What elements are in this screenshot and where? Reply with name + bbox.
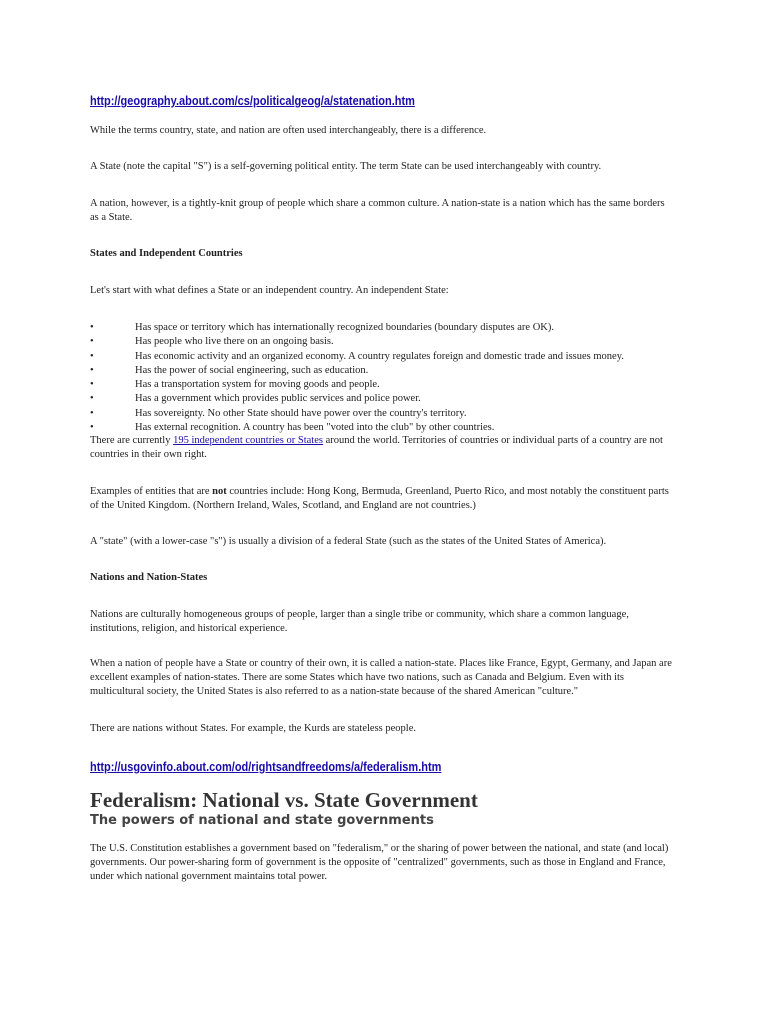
examples-text-before: Examples of entities that are [90, 486, 213, 497]
bullet-marker: • [90, 422, 94, 434]
constitution-paragraph: The U.S. Constitution establishes a government based on "federalism," or the sharing of power between the national, and state (and local) governments. Our power-sharing form of government is the opposite of "centralized" governments, such as those in England and France, under which national government maintains total power. [90, 843, 669, 882]
intro-paragraph: While the terms country, state, and nation are often used interchangeably, there is a difference. [90, 125, 487, 136]
federalism-title: Federalism: National vs. State Government [90, 788, 478, 812]
nation-state-paragraph: When a nation of people have a State or country of their own, it is called a nation-state. Places like France, Egypt, Germany, and Japan are excellent examples of nation-states. There are some States which have two nations, such as Canada and Belgium. Even with its multicultural society, the United States is also referred to as a nation-state because of the shared American "culture." [90, 658, 672, 697]
bullet-marker: • [90, 379, 94, 391]
country-count-text-after: around the world. Territories of countries or individual parts of a country are not countries in their own right. [90, 435, 663, 460]
state-criteria-item [90, 407, 690, 421]
federalism-subtitle: The powers of national and state governments [90, 813, 434, 828]
state-criteria-item [90, 378, 690, 392]
state-criteria-text: Has economic activity and an organized economy. A country regulates foreign and domestic trade and issues money. [135, 350, 624, 362]
state-criteria-text: Has sovereignty. No other State should have power over the country's territory. [135, 407, 467, 419]
examples-bold-not: not [212, 486, 227, 497]
bullet-marker: • [90, 407, 94, 419]
section-heading-nations: Nations and Nation-States [90, 572, 208, 583]
bullet-marker: • [90, 322, 94, 333]
lowercase-state-paragraph: A "state" (with a lower-case "s") is usually a division of a federal State (such as the states of the United States of America). [90, 536, 607, 547]
state-criteria-item [90, 321, 690, 335]
bullet-marker: • [90, 364, 94, 376]
bullet-marker: • [90, 393, 94, 405]
non-country-examples-paragraph [90, 485, 675, 513]
state-criteria-text: Has a government which provides public services and police power. [135, 393, 421, 405]
state-criteria-text: Has the power of social engineering, such as education. [135, 364, 369, 376]
state-criteria-list [90, 321, 690, 435]
state-criteria-item [90, 350, 690, 364]
examples-text-after: countries include: Hong Kong, Bermuda, Greenland, Puerto Rico, and most notably the constituent parts of the United Kingdom. (Northern Ireland, Wales, Scotland, and England are not countries.) [90, 486, 669, 511]
state-criteria-item [90, 364, 690, 378]
state-criteria-text: Has external recognition. A country has been "voted into the club" by other countries. [135, 422, 495, 434]
state-definition-paragraph: A State (note the capital "S") is a self-governing political entity. The term State can be used interchangeably with country. [90, 161, 602, 172]
nation-definition-paragraph: A nation, however, is a tightly-knit group of people which share a common culture. A nation-state is a nation which has the same borders as a State. [90, 198, 665, 223]
state-criteria-text: Has people who live there on an ongoing basis. [135, 336, 334, 348]
section-heading-states: States and Independent Countries [90, 248, 243, 259]
bullet-marker: • [90, 336, 94, 348]
bullet-marker: • [90, 350, 94, 362]
state-criteria-item [90, 335, 690, 349]
state-criteria-item [90, 392, 690, 406]
country-count-text-before: There are currently [90, 435, 174, 446]
nations-definition-paragraph: Nations are culturally homogeneous groups of people, larger than a single tribe or community, which share a common language, institutions, religion, and historical experience. [90, 609, 629, 634]
stateless-nations-paragraph: There are nations without States. For example, the Kurds are stateless people. [90, 723, 416, 734]
country-count-paragraph [90, 434, 675, 462]
independent-state-intro: Let's start with what defines a State or an independent country. An independent State: [90, 285, 449, 296]
source-link-federalism[interactable]: http://usgovinfo.about.com/od/rightsandfreedoms/a/federalism.htm [90, 760, 442, 774]
state-criteria-text: Has space or territory which has internationally recognized boundaries (boundary disputes are OK). [135, 322, 554, 333]
country-count-link[interactable]: 195 independent countries or States [173, 435, 323, 446]
state-criteria-text: Has a transportation system for moving goods and people. [135, 379, 380, 391]
source-link-statenation[interactable]: http://geography.about.com/cs/politicalgeog/a/statenation.htm [90, 94, 415, 108]
